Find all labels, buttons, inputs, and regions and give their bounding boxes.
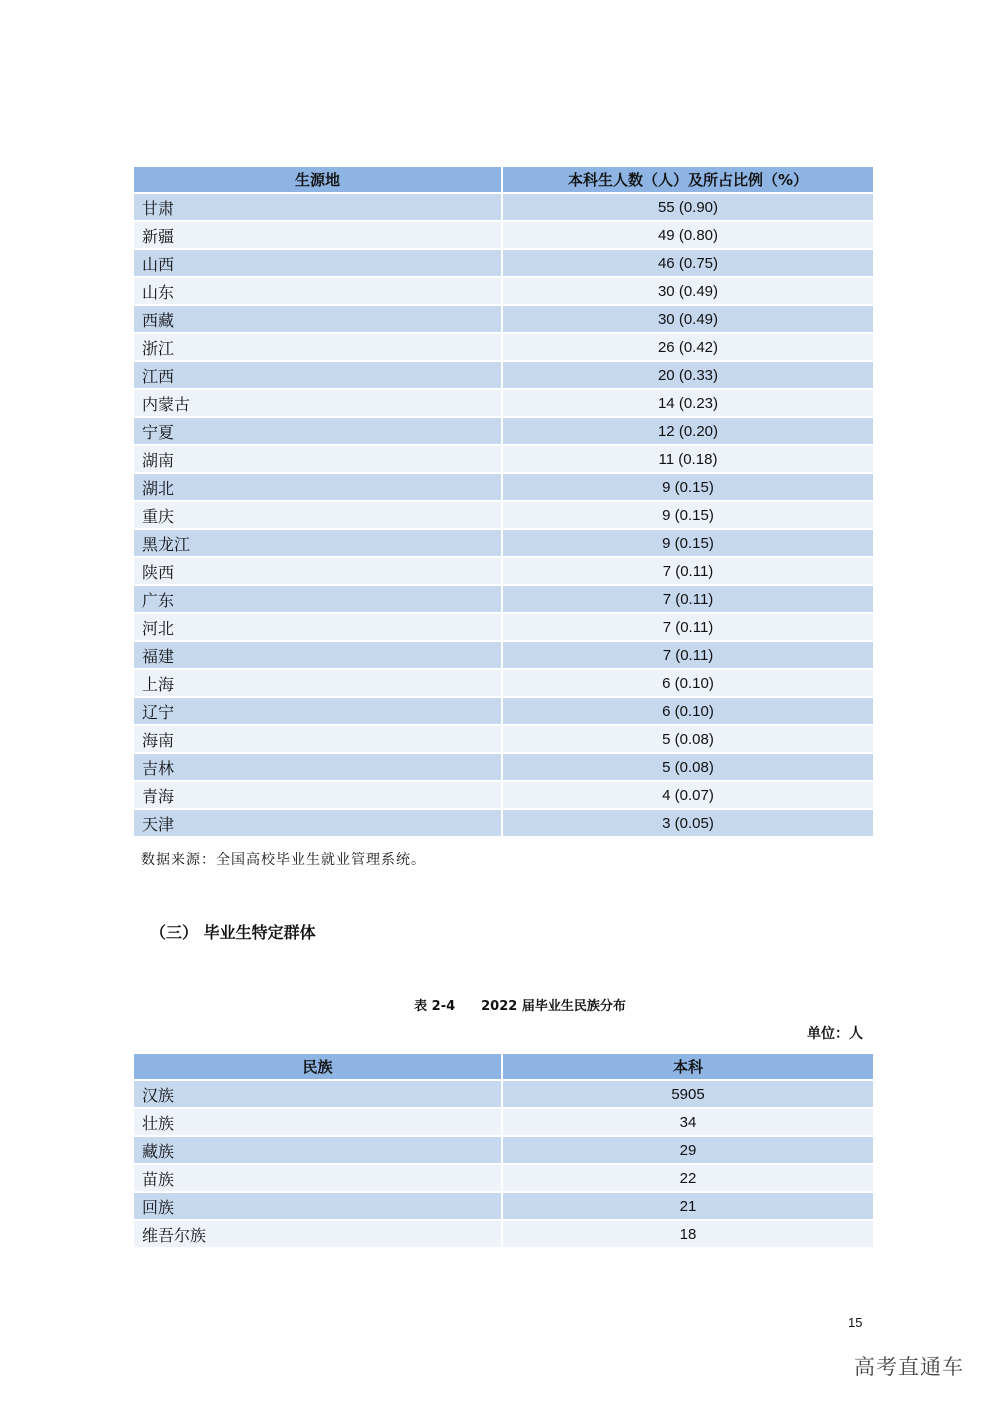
row-label-cell: 山东 [134,277,502,305]
row-label-cell: 内蒙古 [134,389,502,417]
table-row [134,305,873,333]
table-row [134,473,873,501]
row-value-cell: 22 [502,1164,873,1192]
row-value-cell: 14 (0.23) [502,389,873,417]
table-row [134,333,873,361]
row-value-cell: 20 (0.33) [502,361,873,389]
row-label-cell: 西藏 [134,305,502,333]
row-label-cell: 甘肃 [134,193,502,221]
table-row [134,557,873,585]
row-label-cell: 浙江 [134,333,502,361]
row-value-cell: 49 (0.80) [502,221,873,249]
row-label-cell: 山西 [134,249,502,277]
table-row [134,585,873,613]
row-value-cell: 7 (0.11) [502,641,873,669]
table-row [134,1080,873,1108]
table-row [134,193,873,221]
row-label-cell: 黑龙江 [134,529,502,557]
row-label-cell: 上海 [134,669,502,697]
table-header-row [134,1054,873,1080]
header-count-ratio: 本科生人数（人）及所占比例（%） [502,167,873,193]
row-value-cell: 5 (0.08) [502,753,873,781]
table-row [134,697,873,725]
row-label-cell: 藏族 [134,1136,502,1164]
row-label-cell: 苗族 [134,1164,502,1192]
ethnicity-table-body [134,1080,873,1248]
row-label-cell: 河北 [134,613,502,641]
table-row [134,1136,873,1164]
table-row [134,725,873,753]
row-label-cell: 壮族 [134,1108,502,1136]
table-row [134,445,873,473]
table-caption: 表 2-4 2022 届毕业生民族分布 [414,999,626,1014]
origin-table [134,167,873,838]
row-label-cell: 广东 [134,585,502,613]
row-value-cell: 29 [502,1136,873,1164]
row-value-cell: 30 (0.49) [502,305,873,333]
data-source-note: 数据来源：全国高校毕业生就业管理系统。 [141,852,426,868]
row-value-cell: 4 (0.07) [502,781,873,809]
row-value-cell: 9 (0.15) [502,473,873,501]
origin-table-body [134,193,873,837]
row-value-cell: 5905 [502,1080,873,1108]
row-value-cell: 9 (0.15) [502,529,873,557]
table-row [134,277,873,305]
row-label-cell: 湖北 [134,473,502,501]
row-value-cell: 7 (0.11) [502,613,873,641]
table-row [134,669,873,697]
row-label-cell: 湖南 [134,445,502,473]
row-label-cell: 宁夏 [134,417,502,445]
row-label-cell: 青海 [134,781,502,809]
row-value-cell: 9 (0.15) [502,501,873,529]
table-row [134,753,873,781]
table-row [134,781,873,809]
row-value-cell: 30 (0.49) [502,277,873,305]
table-row [134,501,873,529]
row-label-cell: 陕西 [134,557,502,585]
row-label-cell: 天津 [134,809,502,837]
row-value-cell: 18 [502,1220,873,1248]
table-row [134,613,873,641]
ethnicity-table [134,1054,873,1249]
row-value-cell: 11 (0.18) [502,445,873,473]
table-row [134,417,873,445]
table-row [134,1192,873,1220]
section-heading: （三） 毕业生特定群体 [150,923,316,942]
watermark-logo-text: 高考直通车 [854,1355,964,1379]
header-origin: 生源地 [134,167,502,193]
row-value-cell: 3 (0.05) [502,809,873,837]
row-label-cell: 回族 [134,1192,502,1220]
row-value-cell: 26 (0.42) [502,333,873,361]
row-value-cell: 21 [502,1192,873,1220]
table-header-row [134,167,873,193]
row-value-cell: 55 (0.90) [502,193,873,221]
table-row [134,249,873,277]
row-label-cell: 维吾尔族 [134,1220,502,1248]
table-row [134,809,873,837]
row-value-cell: 12 (0.20) [502,417,873,445]
row-value-cell: 34 [502,1108,873,1136]
table-row [134,1164,873,1192]
row-label-cell: 新疆 [134,221,502,249]
page-number: 15 [848,1315,863,1330]
unit-label: 单位：人 [807,1026,863,1042]
table-row [134,221,873,249]
table-row [134,389,873,417]
row-label-cell: 吉林 [134,753,502,781]
row-label-cell: 福建 [134,641,502,669]
row-label-cell: 海南 [134,725,502,753]
table-row [134,361,873,389]
row-value-cell: 46 (0.75) [502,249,873,277]
row-label-cell: 重庆 [134,501,502,529]
row-value-cell: 7 (0.11) [502,585,873,613]
header-undergrad: 本科 [502,1054,873,1080]
row-value-cell: 7 (0.11) [502,557,873,585]
row-value-cell: 6 (0.10) [502,669,873,697]
table-row [134,1108,873,1136]
table-row [134,529,873,557]
row-label-cell: 江西 [134,361,502,389]
table-row [134,1220,873,1248]
row-value-cell: 6 (0.10) [502,697,873,725]
row-value-cell: 5 (0.08) [502,725,873,753]
table-row [134,641,873,669]
row-label-cell: 辽宁 [134,697,502,725]
header-ethnicity: 民族 [134,1054,502,1080]
row-label-cell: 汉族 [134,1080,502,1108]
